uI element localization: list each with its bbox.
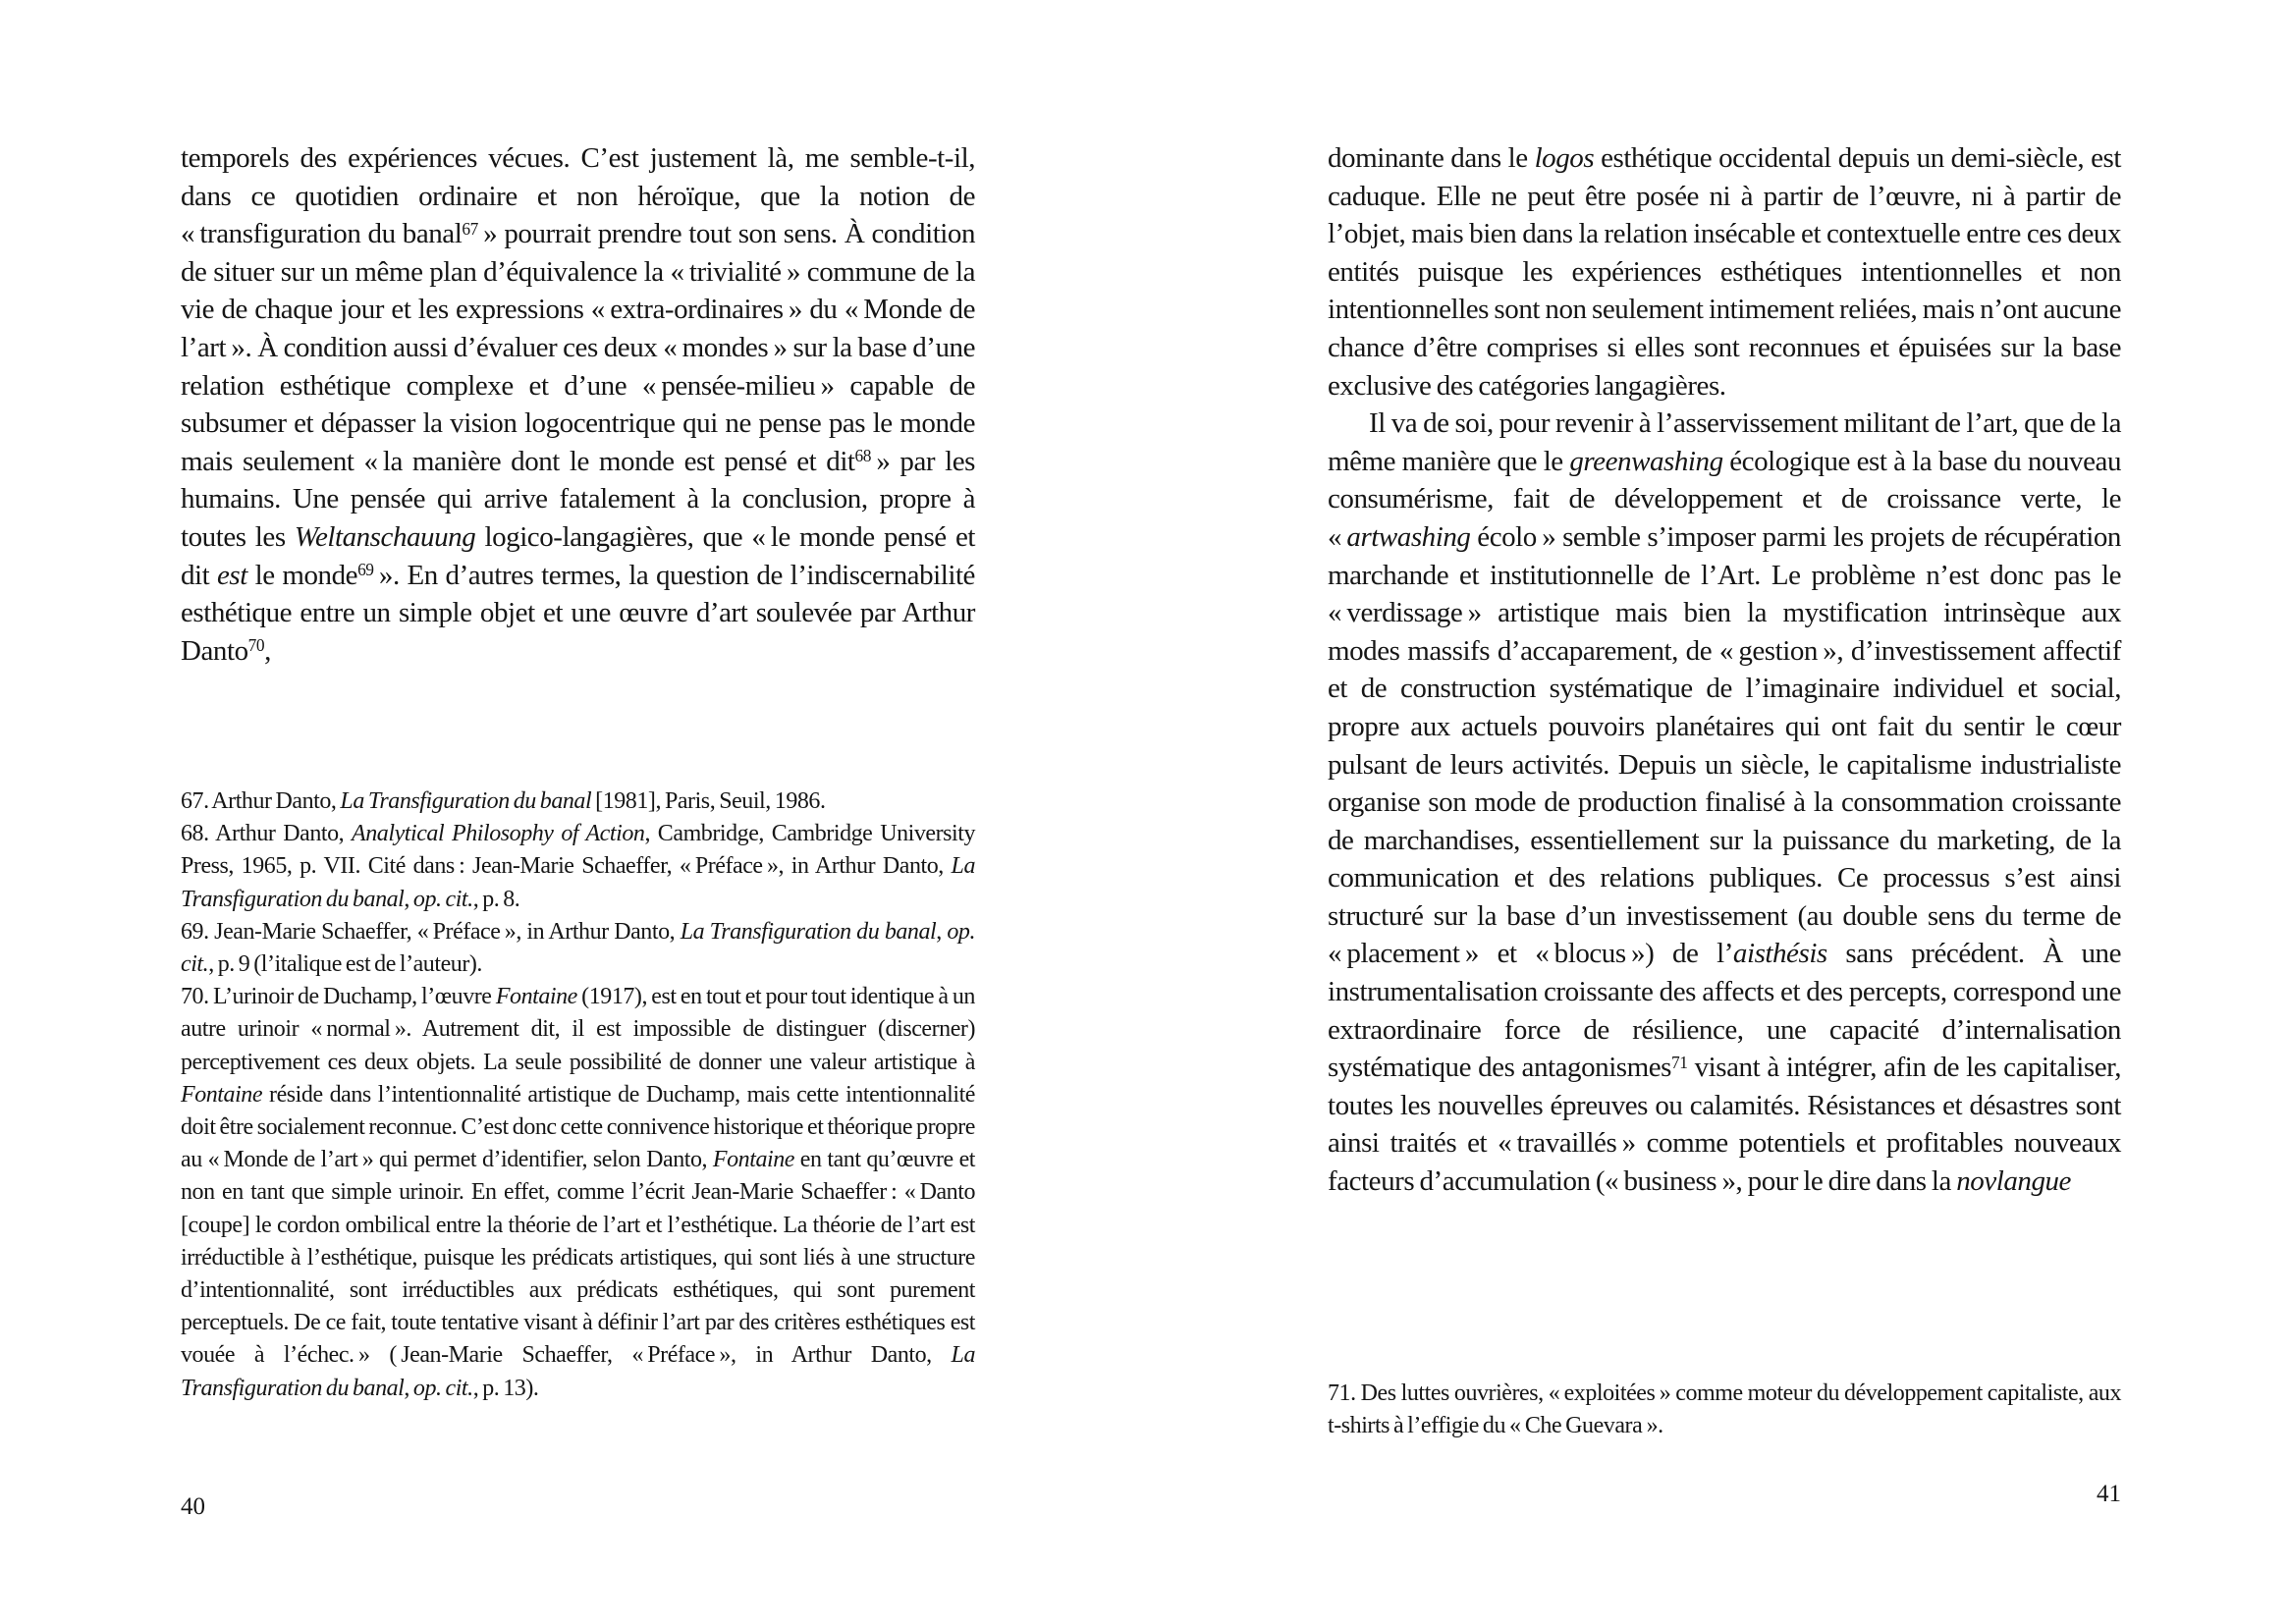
footnote-68: 68. Arthur Danto, Analytical Philosophy of Action, Cambridge, Cambridge University Press, 1965, p. VII. Cité dans : Jean-Marie Schaeffer, « Préface », in Arthur Danto, La Transfiguration du banal, op. cit., p. 8. [181,821,976,912]
page-number-right: 41 [2097,1481,2121,1507]
footnote-67: 67. Arthur Danto, La Transfiguration du banal [1981], Paris, Seuil, 1986. [181,788,826,814]
body-paragraph: Il va de soi, pour revenir à l’asservissement militant de l’art, que de la même manière que le greenwashing écologique est à la base du nouveau consumérisme, fait de développement et de croissance verte, le « artwashing écolo » semble s’imposer parmi les projets de récupération marchande et institutionnelle de l’Art. Le problème n’est donc pas le « verdissage » artistique mais bien la mystification intrinsèque aux modes massifs d’accaparement, de « gestion », d’investissement affectif et de construction systématique de l’imaginaire individuel et social, propre aux actuels pouvoirs planétaires qui ont fait du sentir le cœur pulsant de leurs activités. Depuis un siècle, le capitalisme industrialiste organise son mode de production finalisé à la consommation croissante de marchandises, essentiellement sur la puissance du marketing, de la communication et des relations publiques. Ce processus s’est ainsi structuré sur la base d’un investissement (au double sens du terme de « placement » et « blocus ») de l’aisthésis sans précédent. À une instrumentalisation croissante des affects et des percepts, correspond une extraordinaire force de résilience, une capacité d’internalisation systématique des antagonismes$^{71}$ visant à intégrer, afin de les capitaliser, toutes les nouvelles épreuves ou calamités. Résistances et désastres sont ainsi traités et « travaillés » comme potentiels et profitables nouveaux facteurs d’accumulation (« business », pour le dire dans la novlangue [1328,407,2122,1198]
body-paragraph: temporels des expériences vécues. C’est justement là, me semble-t-il, dans ce quotidien ordinaire et non héroïque, que la notion de « transfiguration du banal$^{67}$ » pourrait prendre tout son sens. À condition de situer sur un même plan d’équivalence la « trivialité » commune de la vie de chaque jour et les expressions « extra-ordinaires » du « Monde de l’art ». À condition aussi d’évaluer ces deux « mondes » sur la base d’une relation esthétique complexe et d’une « pensée-milieu » capable de subsumer et dépasser la vision logocentrique qui ne pense pas le monde mais seulement « la manière dont le monde est pensé et dit$^{68}$ » par les humains. Une pensée qui arrive fatalement à la conclusion, propre à toutes les Weltanschauung logico-langagières, que « le monde pensé et dit est le monde$^{69}$ ». En d’autres termes, la question de l’indiscernabilité esthétique entre un simple objet et une œuvre d’art soulevée par Arthur Danto$^{70}$, [181,142,976,667]
footnote-71: 71. Des luttes ouvrières, « exploitées » comme moteur du développement capitaliste, aux t-shirts à l’effigie du « Che Guevara ». [1328,1380,2121,1439]
page-left [181,0,975,1624]
footnote-70: 70. L’urinoir de Duchamp, l’œuvre Fontaine (1917), est en tout et pour tout identique à un autre urinoir « normal ». Autrement dit, il est impossible de distinguer (discerner) perceptivement ces deux objets. La seule possibilité de donner une valeur artistique à Fontaine réside dans l’intentionnalité artistique de Duchamp, mais cette intentionnalité doit être socialement reconnue. C’est donc cette connivence historique et théorique propre au « Monde de l’art » qui permet d’identifier, selon Danto, Fontaine en tant qu’œuvre et non en tant que simple urinoir. En effet, comme l’écrit Jean-Marie Schaeffer : « Danto [coupe] le cordon ombilical entre la théorie de l’art et l’esthétique. La théorie de l’art est irréductible à l’esthétique, puisque les prédicats artistiques, qui sont liés à une structure d’intentionnalité, sont irréductibles aux prédicats esthétiques, qui sont purement perceptuels. De ce fait, toute tentative visant à définir l’art par des critères esthétiques est vouée à l’échec. » ( Jean-Marie Schaeffer, « Préface », in Arthur Danto, La Transfiguration du banal, op. cit., p. 13). [181,984,975,1401]
page-right [1328,0,2121,1624]
body-paragraph: dominante dans le logos esthétique occidental depuis un demi-siècle, est caduque. Elle ne peut être posée ni à partir de l’œuvre, ni à partir de l’objet, mais bien dans la relation insécable et contextuelle entre ces deux entités puisque les expériences esthétiques intentionnelles et non intentionnelles sont non seulement intimement reliées, mais n’ont aucune chance d’être comprises si elles sont reconnues et épuisées sur la base exclusive des catégories langagières. [1328,142,2121,402]
page-left-body [181,139,975,670]
page-number-left: 40 [181,1493,205,1520]
page-left-footnotes [181,785,975,1405]
page-right-body [1328,139,2121,1201]
page-right-footnotes [1328,1378,2121,1442]
footnote-69: 69. Jean-Marie Schaeffer, « Préface », in Arthur Danto, La Transfiguration du banal, op. cit., p. 9 (l’italique est de l’auteur). [181,918,975,978]
